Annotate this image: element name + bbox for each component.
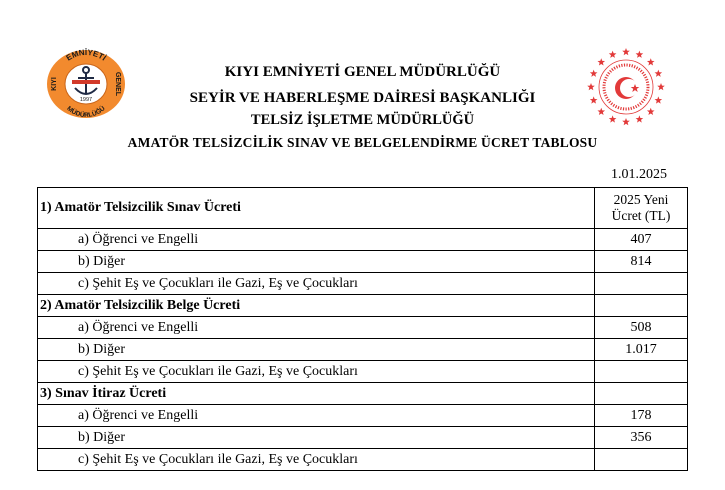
section-row bbox=[38, 295, 688, 317]
table-row bbox=[38, 251, 688, 273]
row-fee: 508 bbox=[595, 317, 688, 339]
fee-table bbox=[37, 187, 688, 471]
emblem-text-right: GENEL bbox=[114, 71, 121, 97]
table-row bbox=[38, 339, 688, 361]
row-fee: 407 bbox=[595, 229, 688, 251]
emblem-text-left: KIYI bbox=[51, 77, 58, 91]
section-row bbox=[38, 188, 688, 229]
document-date: 1.01.2025 bbox=[611, 167, 667, 182]
header-line-3: TELSİZ İŞLETME MÜDÜRLÜĞÜ bbox=[250, 112, 475, 128]
fee-column-header bbox=[595, 188, 688, 229]
table-row bbox=[38, 405, 688, 427]
row-label: a) Öğrenci ve Engelli bbox=[38, 229, 595, 251]
row-fee: 1.017 bbox=[595, 339, 688, 361]
section-title: 3) Sınav İtiraz Ücreti bbox=[38, 383, 595, 405]
section-title: 1) Amatör Telsizcilik Sınav Ücreti bbox=[38, 188, 595, 229]
row-label: c) Şehit Eş ve Çocukları ile Gazi, Eş ve Çocukları bbox=[38, 273, 595, 295]
table-row bbox=[38, 361, 688, 383]
row-label: a) Öğrenci ve Engelli bbox=[38, 405, 595, 427]
fee-header-line-1: 2025 Yeni bbox=[613, 192, 669, 207]
seal-star bbox=[609, 51, 617, 58]
row-fee: 356 bbox=[595, 427, 688, 449]
row-label: b) Diğer bbox=[38, 251, 595, 273]
fee-header-line-2: Ücret (TL) bbox=[611, 208, 671, 223]
emblem-year: 1997 bbox=[79, 97, 93, 103]
row-label: b) Diğer bbox=[38, 427, 595, 449]
document-title: AMATÖR TELSİZCİLİK SINAV VE BELGELENDİRME ÜCRET TABLOSU bbox=[127, 135, 598, 150]
section-title: 2) Amatör Telsizcilik Belge Ücreti bbox=[38, 295, 595, 317]
section-fee-empty bbox=[595, 383, 688, 405]
table-row bbox=[38, 273, 688, 295]
table-row bbox=[38, 317, 688, 339]
row-label: b) Diğer bbox=[38, 339, 595, 361]
section-row bbox=[38, 383, 688, 405]
coastal-safety-emblem-icon bbox=[45, 48, 127, 120]
table-row bbox=[38, 449, 688, 471]
row-label: c) Şehit Eş ve Çocukları ile Gazi, Eş ve Çocukları bbox=[38, 361, 595, 383]
emblem-text-bottom: MÜDÜRLÜĞÜ bbox=[65, 105, 107, 120]
row-fee: 814 bbox=[595, 251, 688, 273]
row-fee: 178 bbox=[595, 405, 688, 427]
row-fee bbox=[595, 361, 688, 383]
emblem-text-top: EMNİYETİ bbox=[64, 48, 108, 63]
table-row bbox=[38, 427, 688, 449]
section-fee-empty bbox=[595, 295, 688, 317]
header-line-2: SEYİR VE HABERLEŞME DAİRESİ BAŞKANLIĞI bbox=[189, 90, 536, 106]
row-label: a) Öğrenci ve Engelli bbox=[38, 317, 595, 339]
row-fee bbox=[595, 449, 688, 471]
row-fee bbox=[595, 273, 688, 295]
row-label: c) Şehit Eş ve Çocukları ile Gazi, Eş ve Çocukları bbox=[38, 449, 595, 471]
seal-star bbox=[622, 48, 630, 55]
seal-star bbox=[636, 51, 644, 58]
table-row bbox=[38, 229, 688, 251]
header-line-1: KIYI EMNİYETİ GENEL MÜDÜRLÜĞÜ bbox=[224, 64, 501, 80]
